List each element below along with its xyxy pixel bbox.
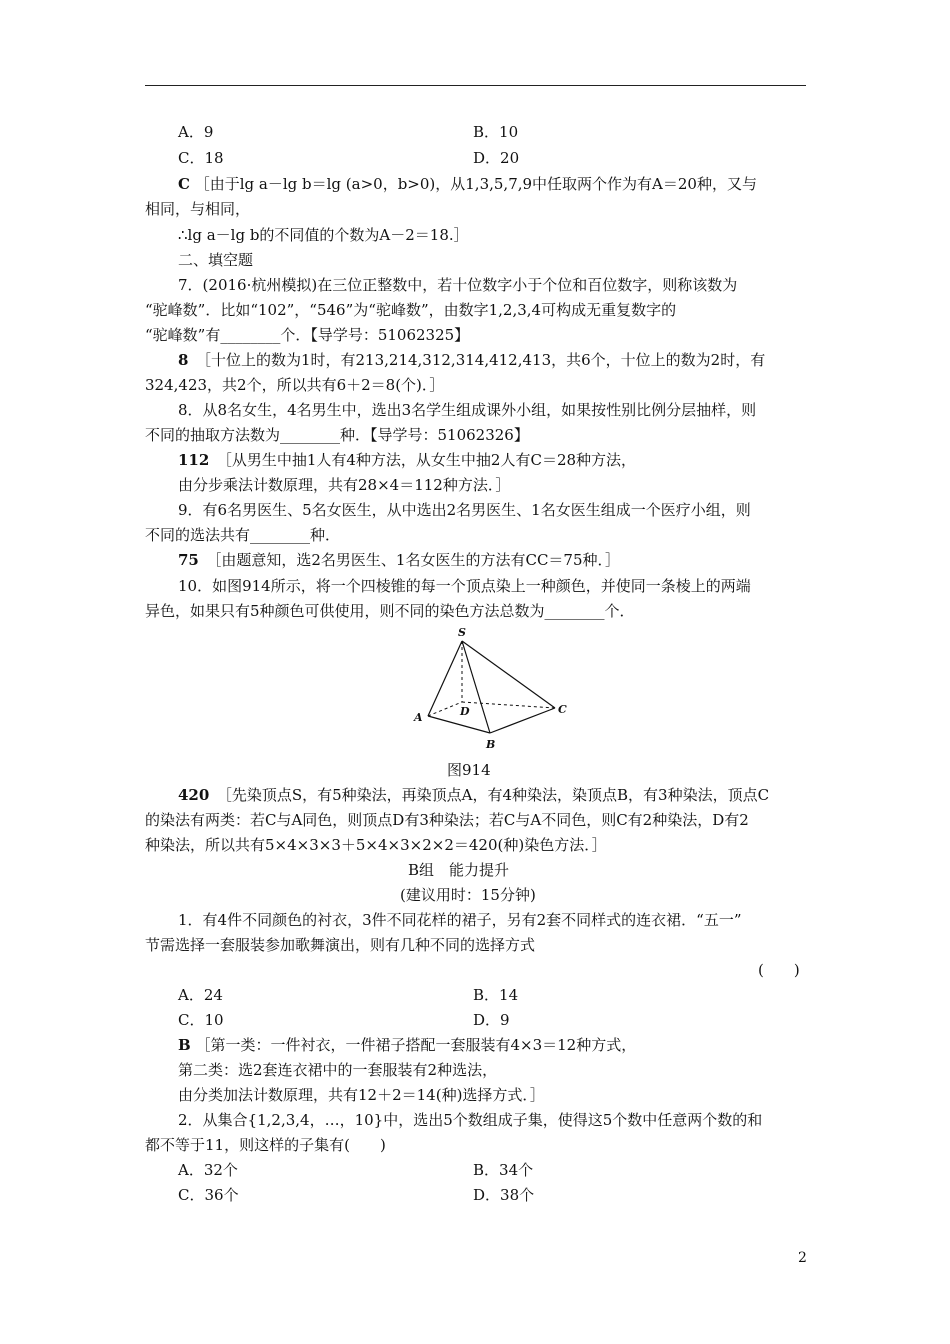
q8-solution-line1 xyxy=(178,450,636,470)
b1-option-b: B．14 xyxy=(473,986,519,1004)
q8-line1: 8．从8名女生，4名男生中，选出3名学生组成课外小组，如果按性别比例分层抽样，则 xyxy=(178,401,757,419)
b1-paren: ( ) xyxy=(758,961,800,979)
q10-solution-line2: 的染法有两类：若C与A同色，则顶点D有3种染法；若C与A不同色，则C有2种染法，D有2 xyxy=(145,811,749,829)
q7-solution-text: ［十位上的数为1时，有213,214,312,314,412,413，共6个，十位上的数为2时，有 xyxy=(203,351,766,369)
q8-solution-line2: 由分步乘法计数原理，共有28×4＝112种方法．］ xyxy=(178,476,511,494)
label-b: B xyxy=(486,738,496,751)
edge-sb xyxy=(462,641,490,733)
label-a: A xyxy=(414,711,423,724)
q10-answer: 420 xyxy=(178,786,210,804)
q10-solution-text: ［先染顶点S，有5种染法，再染顶点A，有4种染法，染顶点B，有3种染法，顶点C xyxy=(224,786,770,804)
edge-dc xyxy=(462,702,555,708)
b1-solution-line1 xyxy=(178,1035,636,1055)
q10-line1: 10．如图914所示，将一个四棱锥的每一个顶点染上一种颜色，并使同一条棱上的两端 xyxy=(178,577,751,595)
q7-solution-line1 xyxy=(178,350,765,370)
q6-solution-line1 xyxy=(178,174,757,194)
q6-solution-text: ［由于lg a－lg b＝lg (a>0，b>0)，从1,3,5,7,9中任取两个作为有A＝20种，又与 xyxy=(194,175,757,193)
b1-solution-line2: 第二类：选2套连衣裙中的一套服装有2种选法， xyxy=(178,1061,498,1079)
b1-line2: 节需选择一套服装参加歌舞演出，则有几种不同的选择方式 xyxy=(145,936,536,954)
group-b-title: B组 能力提升 xyxy=(408,861,510,879)
b2-option-d: D．38个 xyxy=(473,1186,535,1204)
header-rule xyxy=(145,85,806,86)
q7-answer: 8 xyxy=(178,351,189,369)
page-number: 2 xyxy=(798,1250,807,1266)
b2-option-c: C．36个 xyxy=(178,1186,239,1204)
b2-option-b: B．34个 xyxy=(473,1161,534,1179)
q6-option-a: A．9 xyxy=(178,123,214,141)
q9-line2: 不同的选法共有________种． xyxy=(145,526,341,544)
q7-line1: 7．(2016·杭州模拟)在三位正整数中，若十位数字小于个位和百位数字，则称该数为 xyxy=(178,276,738,294)
b1-option-d: D．9 xyxy=(473,1011,510,1029)
b2-line2: 都不等于11，则这样的子集有( ) xyxy=(145,1136,386,1154)
pyramid-figure xyxy=(410,625,580,755)
group-b-time: (建议用时：15分钟) xyxy=(400,886,536,904)
b2-line1: 2．从集合{1,2,3,4，…，10}中，选出5个数组成子集，使得这5个数中任意两个数的和 xyxy=(178,1111,763,1129)
q10-line2: 异色，如果只有5种颜色可供使用，则不同的染色方法总数为________个． xyxy=(145,602,635,620)
edge-ab xyxy=(428,716,490,733)
label-d: D xyxy=(460,705,470,718)
q6-solution-line2: 相同，与相同， xyxy=(145,200,251,218)
q7-solution-line2: 324,423，共2个，所以共有6＋2＝8(个)．］ xyxy=(145,376,445,394)
q10-solution-line3: 种染法，所以共有5×4×3×3＋5×4×3×2×2＝420(种)染色方法．］ xyxy=(145,836,607,854)
q6-solution-line3: ∴lg a－lg b的不同值的个数为A－2＝18.］ xyxy=(178,226,469,244)
edge-sc xyxy=(462,641,555,708)
q9-solution-text: ［由题意知，选2名男医生、1名女医生的方法有CC＝75种．］ xyxy=(213,551,621,569)
q10-solution-line1 xyxy=(178,785,769,805)
edge-bc xyxy=(490,708,555,733)
q9-solution-line1 xyxy=(178,550,620,570)
q9-answer: 75 xyxy=(178,551,199,569)
section-heading-fill: 二、填空题 xyxy=(178,251,254,269)
q6-answer: C xyxy=(178,175,190,193)
b1-answer: B xyxy=(178,1036,191,1054)
b1-option-a: A．24 xyxy=(178,986,223,1004)
figure-caption: 图914 xyxy=(447,761,491,779)
b1-line1: 1．有4件不同颜色的衬衣，3件不同花样的裙子，另有2套不同样式的连衣裙．“五一” xyxy=(178,911,742,929)
label-s: S xyxy=(458,626,466,639)
b2-option-a: A．32个 xyxy=(178,1161,238,1179)
label-c: C xyxy=(558,703,567,716)
b1-option-c: C．10 xyxy=(178,1011,224,1029)
q8-answer: 112 xyxy=(178,451,210,469)
q8-solution-text: ［从男生中抽1人有4种方法，从女生中抽2人有C＝28种方法， xyxy=(224,451,637,469)
edge-sa xyxy=(428,641,462,716)
q7-line2: “驼峰数”．比如“102”，“546”为“驼峰数”，由数字1,2,3,4可构成无重复数字的 xyxy=(145,301,677,319)
q9-line1: 9．有6名男医生、5名女医生，从中选出2名男医生、1名女医生组成一个医疗小组，则 xyxy=(178,501,751,519)
q6-option-d: D．20 xyxy=(473,149,520,167)
b1-solution-line3: 由分类加法计数原理，共有12＋2＝14(种)选择方式．］ xyxy=(178,1086,545,1104)
q6-option-c: C．18 xyxy=(178,149,224,167)
q6-option-b: B．10 xyxy=(473,123,519,141)
b1-solution-text: ［第一类：一件衬衣，一件裙子搭配一套服装有4×3＝12种方式， xyxy=(195,1036,637,1054)
q7-line3: “驼峰数”有________个．【导学号：51062325】 xyxy=(145,326,470,344)
q8-line2: 不同的抽取方法数为________种．【导学号：51062326】 xyxy=(145,426,529,444)
